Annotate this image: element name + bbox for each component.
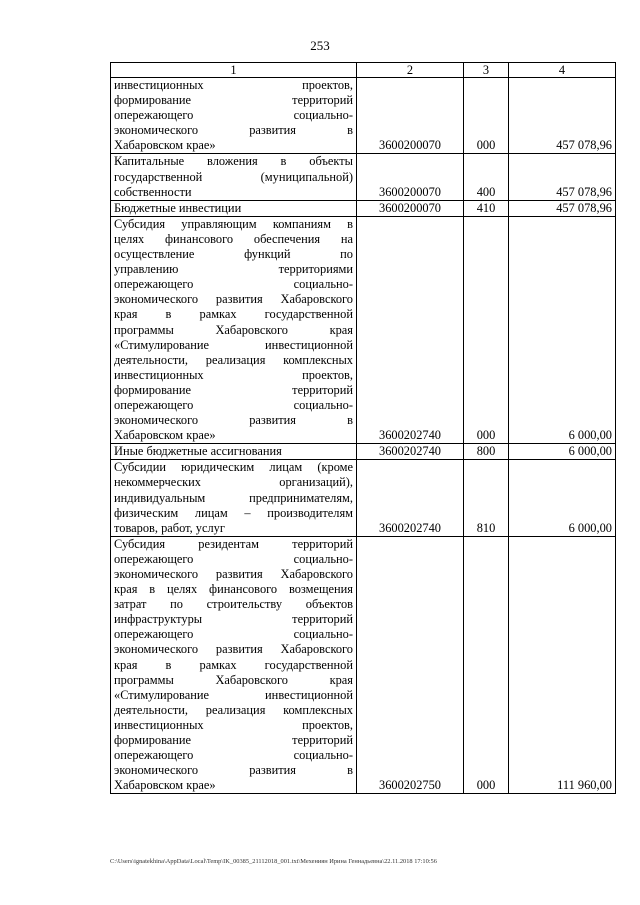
header-col-3: 3 (464, 63, 509, 78)
description-line: опережающего социально- (114, 551, 353, 566)
description-line: экономического развития в (114, 123, 353, 138)
description-line: Капитальные вложения в объекты (114, 154, 353, 169)
row-expense-type: 400 (464, 154, 509, 200)
row-description (111, 216, 357, 443)
table-row (111, 78, 616, 154)
row-code: 3600200070 (357, 154, 464, 200)
description-line: Хабаровском крае» (114, 778, 216, 793)
row-description (111, 78, 357, 154)
description-line: физическим лицам – производителям (114, 505, 353, 520)
description-line: программы Хабаровского края (114, 672, 353, 687)
description-line: экономического развития Хабаровского (114, 567, 353, 581)
row-amount: 457 078,96 (509, 154, 616, 200)
row-expense-type: 000 (464, 536, 509, 794)
row-code: 3600202740 (357, 216, 464, 443)
row-amount: 6 000,00 (509, 444, 616, 460)
description-line: формирование территорий (114, 93, 353, 108)
header-col-1: 1 (111, 63, 357, 78)
table-body (111, 78, 616, 794)
description-line: экономического развития Хабаровского (114, 642, 353, 657)
table-row (111, 154, 616, 200)
row-amount: 111 960,00 (509, 536, 616, 794)
table-row (111, 536, 616, 794)
description-line: осуществление функций по (114, 247, 353, 262)
row-expense-type: 410 (464, 200, 509, 216)
description-line: инвестиционных проектов, (114, 367, 353, 382)
table-row (111, 200, 616, 216)
description-line: Хабаровском крае» (114, 138, 216, 153)
description-line: деятельности, реализация комплексных (114, 702, 353, 717)
row-description (111, 154, 357, 200)
description-line: экономического развития в (114, 763, 353, 778)
description-line: собственности (114, 184, 192, 199)
table-row (111, 460, 616, 536)
budget-table (110, 62, 616, 794)
description-line: края в рамках государственной (114, 657, 353, 672)
description-line: опережающего социально- (114, 108, 353, 123)
description-line: Иные бюджетные ассигнования (114, 444, 282, 459)
description-line: деятельности, реализация комплексных (114, 352, 353, 367)
description-line: Бюджетные инвестиции (114, 200, 242, 215)
row-code: 3600200070 (357, 78, 464, 154)
description-line: края в рамках государственной (114, 307, 353, 322)
file-path-footer: C:\Users\ignatekhina\AppData\Local\Temp\IK_00385_21112018_001.txt\Мехениян Ирина Геннадьевна\22.11.2018 17:10:56 (110, 858, 437, 865)
row-expense-type: 800 (464, 444, 509, 460)
header-col-4: 4 (509, 63, 616, 78)
description-line: экономического развития Хабаровского (114, 292, 353, 307)
description-line: затрат по строительству объектов (114, 597, 353, 612)
table-header-row (111, 63, 616, 78)
description-line: опережающего социально- (114, 627, 353, 642)
description-line: инвестиционных проектов, (114, 717, 353, 732)
row-description (111, 536, 357, 794)
description-line: некоммерческих организаций), (114, 475, 353, 490)
table-row (111, 216, 616, 443)
row-description (111, 444, 357, 460)
description-line: инфраструктуры территорий (114, 612, 353, 627)
description-line: формирование территорий (114, 733, 353, 748)
description-line: управлению территориями (114, 262, 353, 277)
row-amount: 457 078,96 (509, 200, 616, 216)
row-expense-type: 810 (464, 460, 509, 536)
row-amount: 6 000,00 (509, 460, 616, 536)
description-line: опережающего социально- (114, 397, 353, 412)
row-expense-type: 000 (464, 216, 509, 443)
row-amount: 6 000,00 (509, 216, 616, 443)
description-line: «Стимулирование инвестиционной (114, 337, 353, 352)
description-line: программы Хабаровского края (114, 322, 353, 337)
description-line: индивидуальным предпринимателям, (114, 490, 353, 505)
description-line: экономического развития в (114, 413, 353, 428)
description-line: края в целях финансового возмещения (114, 582, 353, 597)
description-line: опережающего социально- (114, 748, 353, 763)
description-line: государственной (муниципальной) (114, 169, 353, 184)
row-code: 3600202750 (357, 536, 464, 794)
description-line: Субсидии юридическим лицам (кроме (114, 460, 353, 475)
row-amount: 457 078,96 (509, 78, 616, 154)
row-description (111, 460, 357, 536)
description-line: товаров, работ, услуг (114, 520, 225, 535)
description-line: формирование территорий (114, 382, 353, 397)
table-row (111, 444, 616, 460)
header-col-2: 2 (357, 63, 464, 78)
page-number: 253 (310, 38, 330, 53)
description-line: Субсидия управляющим компаниям в (114, 216, 353, 231)
row-description (111, 200, 357, 216)
description-line: «Стимулирование инвестиционной (114, 687, 353, 702)
description-line: целях финансового обеспечения на (114, 231, 353, 246)
description-line: Хабаровском крае» (114, 428, 216, 443)
description-line: опережающего социально- (114, 277, 353, 292)
row-code: 3600202740 (357, 444, 464, 460)
row-code: 3600202740 (357, 460, 464, 536)
description-line: инвестиционных проектов, (114, 78, 353, 92)
row-expense-type: 000 (464, 78, 509, 154)
description-line: Субсидия резидентам территорий (114, 536, 353, 551)
row-code: 3600200070 (357, 200, 464, 216)
